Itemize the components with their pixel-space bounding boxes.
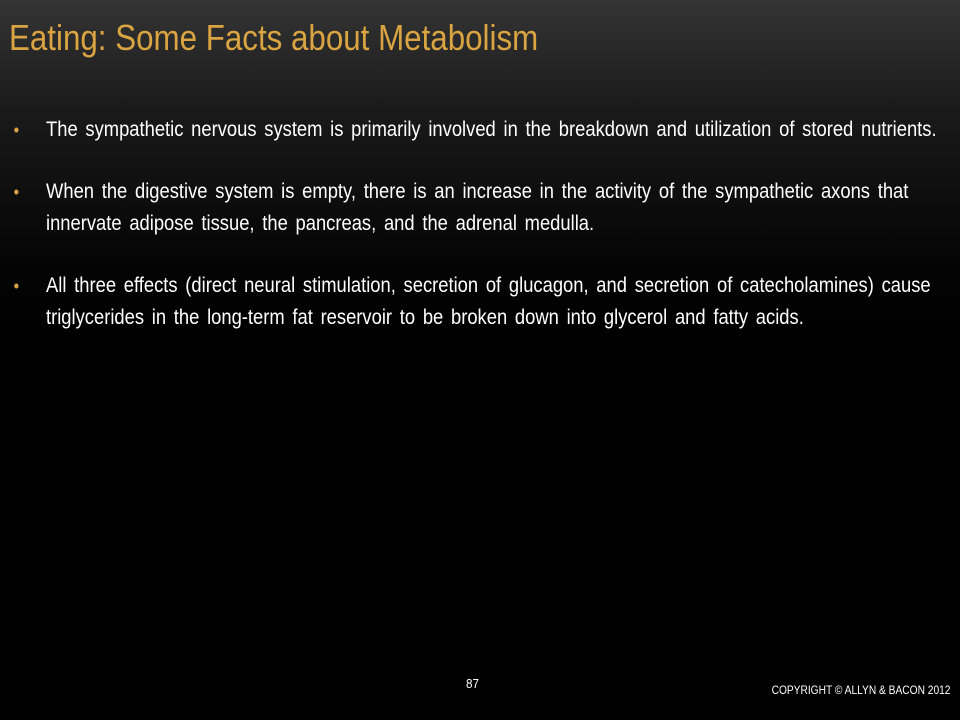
page-number: 87	[466, 676, 480, 691]
bullet-text: All three effects (direct neural stimulation, secretion of glucagon, and secretion of catecholamines) cause triglycerides in the long-term fat reservoir to be broken down into glycerol and fatty acids.	[46, 274, 931, 329]
bullet-text: The sympathetic nervous system is primarily involved in the breakdown and utilization of stored nutrients.	[46, 118, 937, 141]
bullet-item	[13, 176, 939, 240]
bullet-dot-icon: •	[13, 120, 20, 140]
bullet-item	[13, 270, 939, 334]
copyright-notice: COPYRIGHT © ALLYN & BACON 2012	[771, 683, 950, 697]
bullet-dot-icon: •	[13, 276, 20, 296]
slide-title: Eating: Some Facts about Metabolism	[9, 17, 539, 58]
bullet-text: When the digestive system is empty, there is an increase in the activity of the sympathetic axons that innervate adipose tissue, the pancreas, and the adrenal medulla.	[46, 180, 909, 235]
bullet-list	[13, 114, 939, 364]
bullet-item	[13, 114, 939, 146]
bullet-dot-icon: •	[13, 182, 20, 202]
